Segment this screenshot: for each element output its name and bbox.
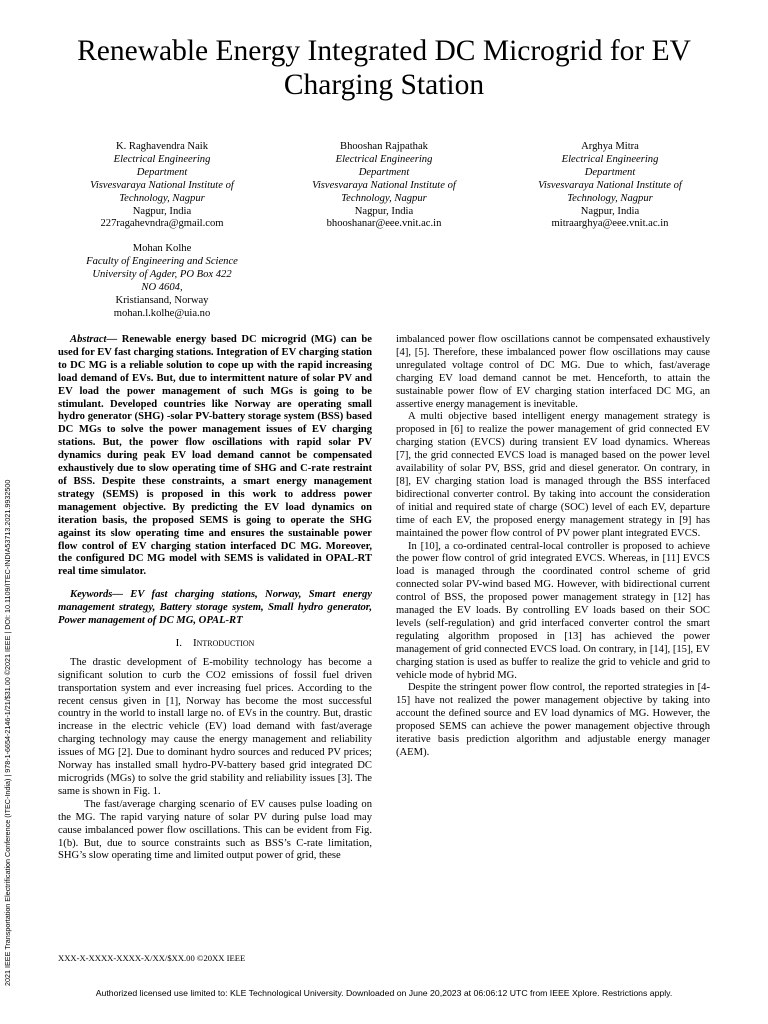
body-paragraph: Despite the stringent power flow control, the reported strategies in [4-15] have not realized the power management objective by taking into account the defined source and EV load dynamics of MG. However, the proposed SEMS can achieve the power management objective through iterative basis prediction algorithm and adjustable energy manager (AEM). — [396, 682, 710, 758]
author-institution: Technology, Nagpur — [567, 192, 653, 204]
author-institution: Visvesvaraya National Institute of — [538, 179, 682, 191]
author-dept: Department — [358, 166, 410, 178]
section-number: I. — [175, 636, 182, 649]
author-institution: Technology, Nagpur — [341, 192, 427, 204]
author-name: K. Raghavendra Naik — [115, 141, 209, 152]
right-column — [396, 334, 710, 760]
keywords-lead: Keywords — [70, 589, 113, 601]
author-name: Mohan Kolhe — [132, 243, 192, 254]
author-name: Bhooshan Rajpathak — [340, 141, 428, 152]
keywords-text: — EV fast charging stations, Norway, Smart energy management strategy, Battery storage system, Small hydro generator, Power management of DC MG, OPAL-RT — [58, 589, 372, 627]
author-location: Kristiansand, Norway — [115, 294, 209, 306]
author-dept: University of Agder, PO Box 422 — [92, 268, 232, 280]
author-institution: NO 4604, — [141, 281, 183, 293]
author-email: bhooshanar@eee.vnit.ac.in — [326, 218, 442, 230]
author-location: Nagpur, India — [132, 205, 192, 217]
body-paragraph: A multi objective based intelligent energy management strategy is proposed in [6] to realize the power management of grid connected EV charging station (EVCS) during transient EV load dynamics. Whereas [7], the grid connected EVCS load is managed based on the power level availability of solar PV, BSS, grid and diesel generator. On contrary, in [8], EV charging station load is managed through the BSS interfaced bidirectional converter control. By taking into account the consideration of initial and required state of charge (SOC) level of each EV, departure time of each EV, the proposed energy management strategy in [9] has maintained the power flow control of PV power plant integrated EVCS. — [396, 411, 710, 539]
abstract-text: — Renewable energy based DC microgrid (MG) can be used for EV fast charging stations. Integration of EV charging station to DC MG is a reliable solution to cope up with the rapid increasing load demand of EVs. But, due to intermittent nature of solar PV and EV load the power management of such MGs is going to be stimulant. Developed countries like Norway are operating small hydro generator (SHG) -solar PV-battery storage system (BSS) based DC MGs to solve the power management issues of EV charging stations. But, the power flow oscillations with rapid solar PV dynamics during peak EV load demand cannot be compensated exhaustively due to slow operating time of SHG and C-rate restraint of BSS. Despite these constraints, a smart energy management strategy (SEMS) is proposed in this work to address power management objective. By predicting the EV load dynamics on iteration basis, the proposed SEMS is going to operate the SHG against its slow operating time and ensures the sustainable power flow control of EV charging station interfaced DC MG. Moreover, the configured DC MG model with SEMS is validated in OPAL-RT real time simulator. — [58, 334, 373, 578]
keywords — [58, 589, 372, 628]
author-location: Nagpur, India — [354, 205, 414, 217]
author-dept: Department — [584, 166, 636, 178]
author-location: Nagpur, India — [580, 205, 640, 217]
author-institution: Visvesvaraya National Institute of — [90, 179, 234, 191]
author-dept: Department — [136, 166, 188, 178]
section-heading — [58, 637, 372, 650]
author-block — [52, 141, 272, 231]
author-dept: Electrical Engineering — [335, 153, 433, 165]
author-dept: Faculty of Engineering and Science — [86, 255, 238, 267]
author-email: mitraarghya@eee.vnit.ac.in — [551, 218, 669, 230]
body-paragraph: imbalanced power flow oscillations cannot be compensated exhaustively [4], [5]. Therefore, these imbalanced power flow oscillations may cause unregulated voltage control of DC MG. Due to which, fast/average charging EV load demand cannot be met. Henceforth, to attain the sustainable power flow of EV charging station interfaced DC MG, an assertive energy management is inevitable. — [396, 334, 710, 410]
author-email: 227ragahevndra@gmail.com — [100, 218, 224, 230]
author-email: mohan.l.kolhe@uia.no — [113, 307, 211, 319]
author-institution: Technology, Nagpur — [119, 192, 205, 204]
abstract-lead: Abstract — [70, 334, 107, 345]
footer-copyright-code: XXX-X-XXXX-XXXX-X/XX/$XX.00 ©20XX IEEE — [58, 953, 246, 963]
paper-title: Renewable Energy Integrated DC Microgrid for EV Charging Station — [77, 35, 691, 101]
conference-sidebar: 2021 IEEE Transportation Electrification Conference (ITEC-India) | 978-1-6654-2146-1/21/$31.00 ©2021 IEEE | DOI: 10.1109/ITEC-INDIA53713.2021.9932500 — [3, 479, 12, 986]
author-dept: Electrical Engineering — [561, 153, 659, 165]
author-institution: Visvesvaraya National Institute of — [312, 179, 456, 191]
body-paragraph: The fast/average charging scenario of EV causes pulse loading on the MG. The rapid varying nature of solar PV during pulse load may cause imbalanced power flow oscillations. This can be evident from Fig. 1(b). But, due to source constraints such as BSS’s C-rate limitation, SHG’s slow operating time and limited output power of grid, these — [58, 798, 372, 862]
author-block — [52, 243, 272, 320]
author-block — [500, 141, 720, 231]
body-paragraph: The drastic development of E-mobility technology has become a significant solution to curb the CO2 emissions of fossil fuel driven transportation system and ever increasing fuel prices. According to the recent census given in [1], Norway has become the most successful country in the world to install large no. of EVs in the country. But, drastic increase in the electric vehicle (EV) load demand with fast/average charging technology may cause the energy management and reliability issues of MG [2]. Due to dominant hydro sources and reduced PV prices; Norway has installed small hydro-PV-battery based grid integrated DC microgrids (MGs) to solve the grid stability and reliability issues [3]. The same is shown in Fig. 1. — [58, 656, 372, 797]
author-dept: Electrical Engineering — [113, 153, 211, 165]
author-block — [274, 141, 494, 231]
author-name: Arghya Mitra — [581, 141, 639, 152]
abstract — [58, 334, 372, 579]
license-notice: Authorized licensed use limited to: KLE Technological University. Downloaded on June 20,2023 at 06:06:12 UTC from IEEE Xplore. Restrictions apply. — [95, 988, 673, 998]
left-column — [58, 334, 372, 863]
body-paragraph: In [10], a co-ordinated central-local controller is proposed to achieve the power flow control of grid integrated EVCS. Whereas, in [11] EVCS load is managed through the coordinated control scheme of grid connected solar PV-wind based MG. However, with bidirectional current control of BSS, the proposed power management strategy in [12] has managed the EV loads. By controlling EV loads based on their SOC levels (self-regulation) and grid interfaced converter control the smart regulating algorithm proposed in [13] has achieved the power management of grid connected EVCS load. On contrary, in [14], [15], EV charging station is used as buffer to realize the grid to vehicle and grid to vehicle mode of hybrid MG. — [396, 540, 710, 681]
section-title: Introduction — [192, 636, 255, 649]
